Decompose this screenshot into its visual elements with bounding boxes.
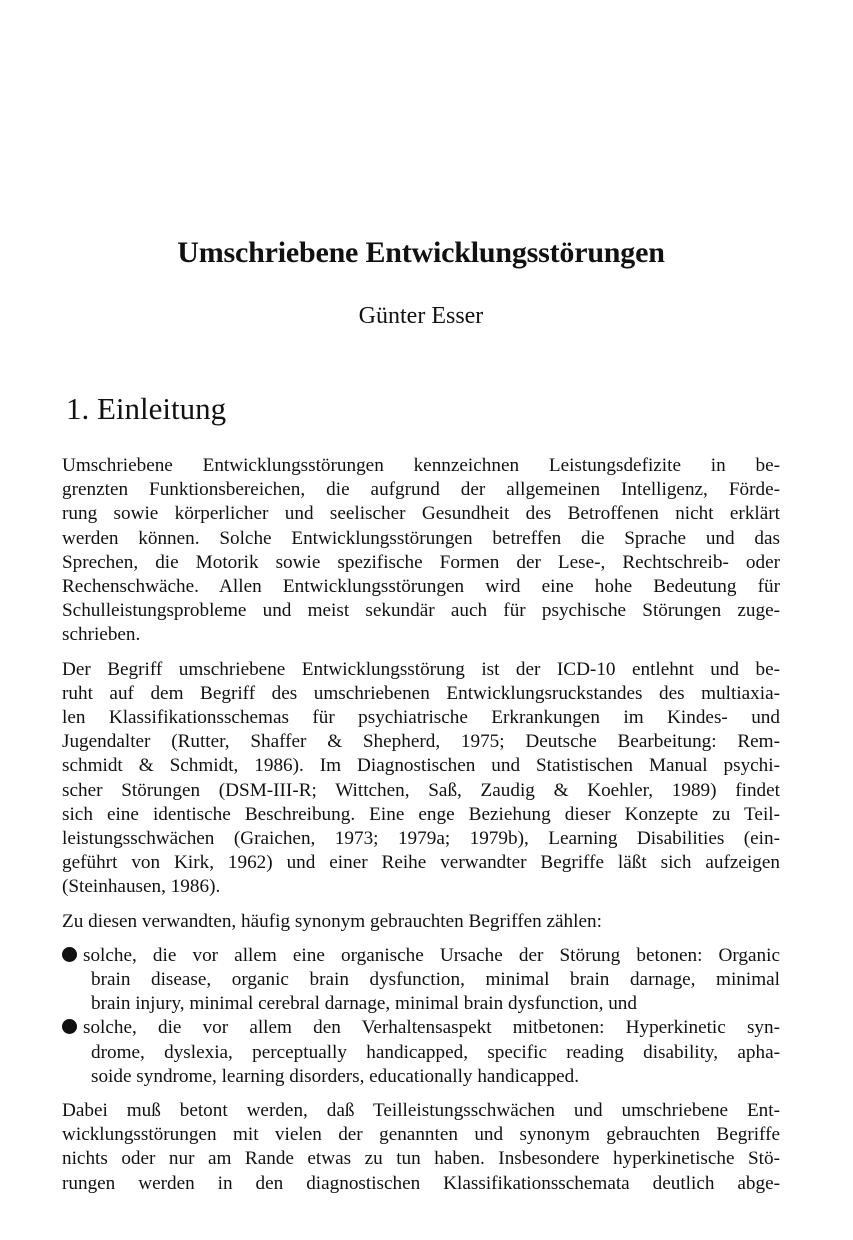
text-line: brain disease, organic brain dysfunction, minimal brain darnage, minimal: [91, 969, 780, 991]
text-line: scher Störungen (DSM-III-R; Wittchen, Saß, Zaudig & Koehler, 1989) findet: [62, 779, 780, 801]
bullet-list: [62, 944, 780, 1089]
text-line: [62, 944, 780, 968]
text-line: werden können. Solche Entwicklungsstörungen betreffen die Sprache und das: [62, 527, 780, 549]
text-line: len Klassifikationsschemas für psychiatrische Erkrankungen im Kindes- und: [62, 707, 780, 729]
text-line: Umschriebene Entwicklungsstörungen kennzeichnen Leistungsdefizite in be-: [62, 455, 780, 476]
text-line: Schulleistungsprobleme und meist sekundär auch für psychische Störungen zuge-: [62, 600, 780, 622]
text-line: Der Begriff umschriebene Entwicklungsstörung ist der ICD-10 entlehnt und be-: [62, 658, 780, 680]
list-item: [62, 944, 780, 1017]
paragraph-2: [62, 658, 780, 900]
text-line: grenzten Funktionsbereichen, die aufgrund der allgemeinen Intelligenz, Förde-: [62, 479, 780, 501]
text-line: nichts oder nur am Rande etwas zu tun haben. Insbesondere hyperkinetische Stö-: [62, 1148, 780, 1170]
text-line: brain injury, minimal cerebral darnage, minimal brain dysfunction, und: [91, 993, 637, 1015]
text-line: geführt von Kirk, 1962) und einer Reihe verwandter Begriffe läßt sich aufzeigen: [62, 852, 780, 874]
text-line: schrieben.: [62, 624, 141, 646]
text-line: sich eine identische Beschreibung. Eine enge Beziehung dieser Konzepte zu Teil-: [62, 803, 780, 825]
text-line: soide syndrome, learning disorders, educationally handicapped.: [91, 1065, 580, 1087]
bullet-icon: [62, 1019, 77, 1034]
text-line: drome, dyslexia, perceptually handicapped, specific reading disability, apha-: [91, 1041, 780, 1063]
paper-title: Umschriebene Entwicklungsstörungen: [177, 236, 665, 269]
text-line: leistungsschwächen (Graichen, 1973; 1979a; 1979b), Learning Disabilities (ein-: [62, 828, 780, 850]
paragraph-4: [62, 1099, 780, 1196]
text-line: Dabei muß betont werden, daß Teilleistungsschwächen und umschriebene Ent-: [62, 1100, 780, 1122]
bullet-text: solche, die vor allem eine organische Ursache der Störung betonen: Organic: [83, 944, 780, 966]
text-line: [62, 1016, 780, 1040]
text-line: Jugendalter (Rutter, Shaffer & Shepherd, 1975; Deutsche Bearbeitung: Rem-: [62, 731, 780, 753]
paragraph-1: [62, 454, 780, 648]
bullet-icon: [62, 947, 77, 962]
text-line: ruht auf dem Begriff des umschriebenen Entwicklungsruckstandes des multiaxia-: [62, 682, 780, 704]
section-heading: 1. Einleitung: [66, 391, 227, 426]
list-item: [62, 1016, 780, 1089]
author-name: Günter Esser: [358, 303, 484, 329]
text-line: Sprechen, die Motorik sowie spezifische Formen der Lese-, Rechtschreib- oder: [62, 551, 780, 573]
bullet-text: solche, die vor allem den Verhaltensaspekt mitbetonen: Hyperkinetic syn-: [83, 1017, 780, 1039]
text-line: rungen werden in den diagnostischen Klassifikationsschemata deutlich abge-: [62, 1172, 780, 1194]
text-line: rung sowie körperlicher und seelischer Gesundheit des Betroffenen nicht erklärt: [62, 503, 780, 525]
body-text: [62, 454, 780, 1206]
text-line: Zu diesen verwandten, häufig synonym gebrauchten Begriffen zählen:: [62, 910, 602, 932]
text-line: schmidt & Schmidt, 1986). Im Diagnostischen und Statistischen Manual psychi-: [62, 755, 780, 777]
text-line: Rechenschwäche. Allen Entwicklungsstörungen wird eine hohe Bedeutung für: [62, 576, 780, 598]
paragraph-3: [62, 910, 780, 934]
text-line: (Steinhausen, 1986).: [62, 876, 221, 898]
text-line: wicklungsstörungen mit vielen der genannten und synonym gebrauchten Begriffe: [62, 1124, 780, 1146]
